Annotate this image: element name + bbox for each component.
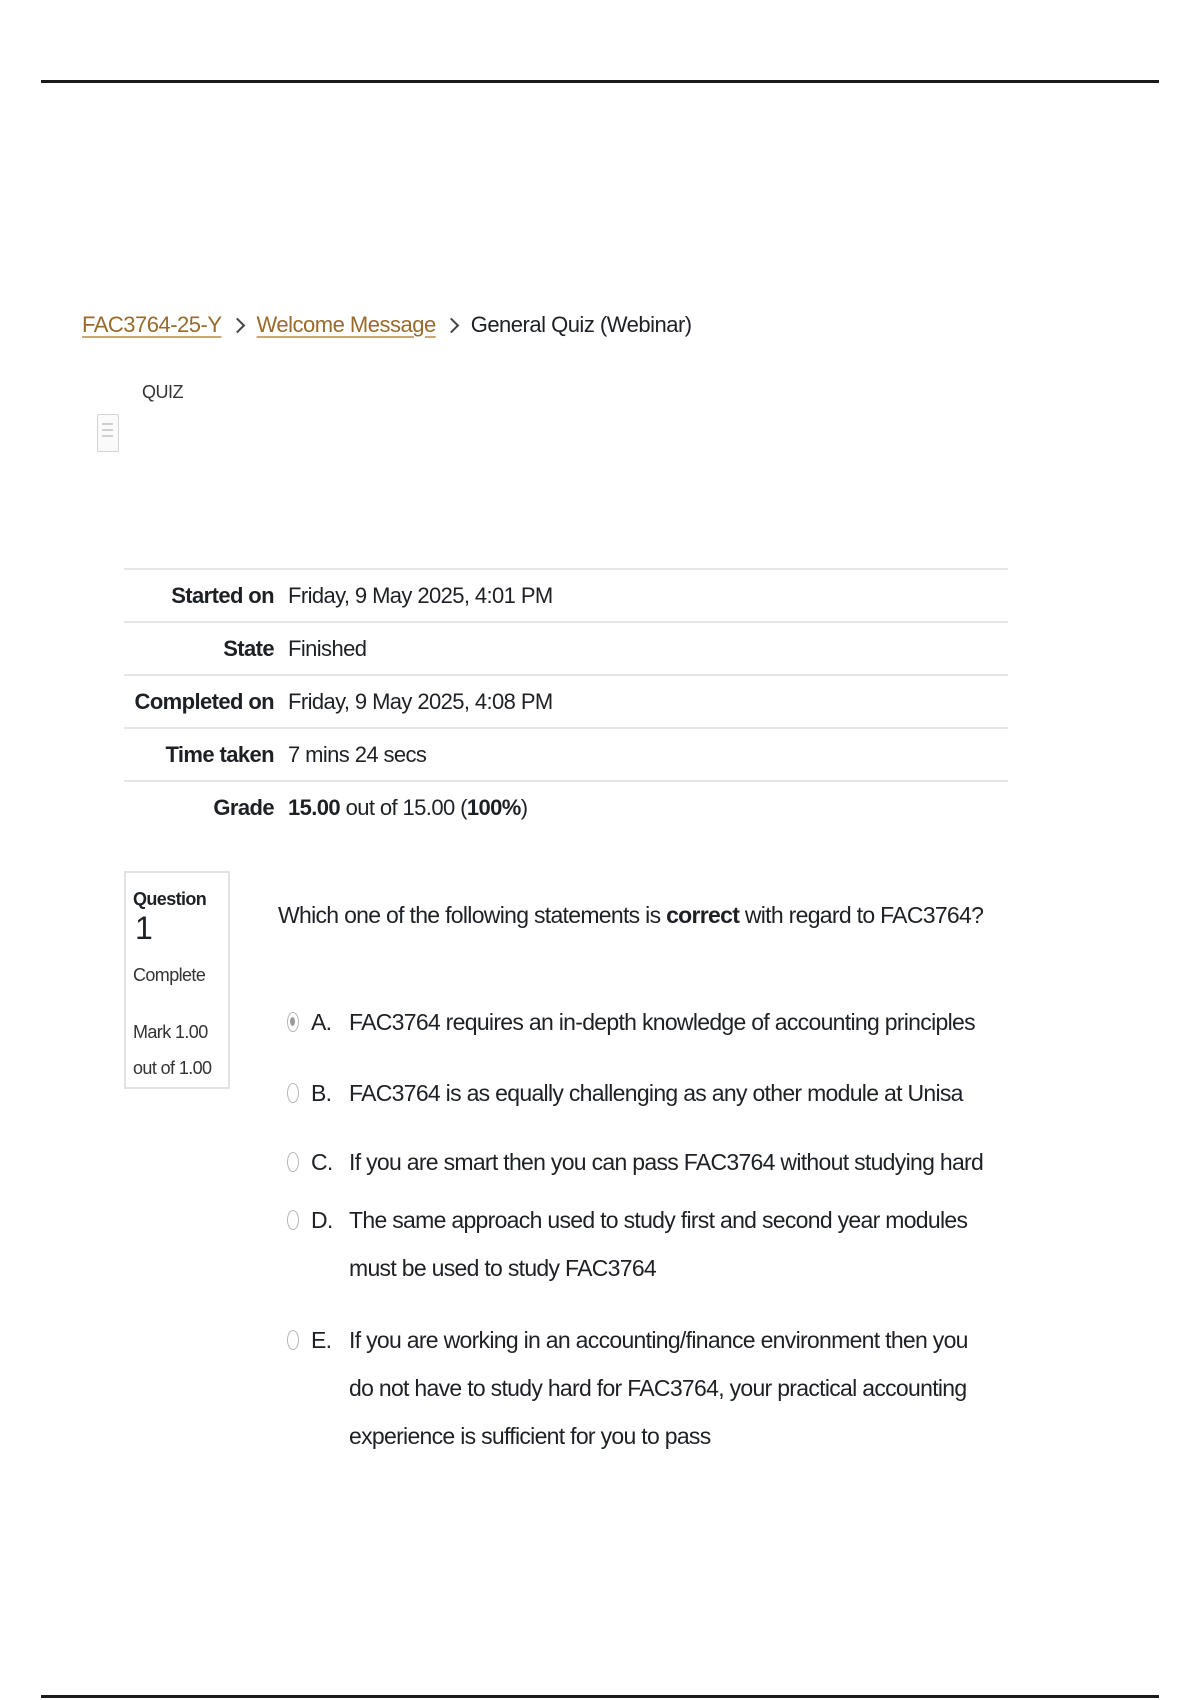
- summary-label: Grade: [213, 794, 274, 820]
- grade-close: ): [520, 794, 528, 820]
- quiz-attempt-summary: [124, 568, 1008, 833]
- grade-score: 15.00: [288, 794, 341, 820]
- summary-label: Time taken: [165, 741, 274, 767]
- question-text: [278, 902, 983, 929]
- answer-option-c[interactable]: [287, 1138, 989, 1186]
- question-text-start: Which one of the following statements is: [278, 902, 667, 928]
- answer-text: FAC3764 is as equally challenging as any other module at Unisa: [349, 1080, 963, 1106]
- answer-option-d[interactable]: [287, 1196, 989, 1292]
- answer-text: If you are working in an accounting/finance environment then you do not have to study hard for FAC3764, your practical accounting experience is sufficient for you to pass: [349, 1327, 968, 1449]
- grade-out-of: out of 15.00 (: [340, 794, 467, 820]
- answer-letter: A.: [311, 1009, 332, 1035]
- summary-value: 7 mins 24 secs: [288, 741, 427, 767]
- answer-letter: B.: [311, 1080, 332, 1106]
- question-label: Question: [133, 889, 207, 909]
- radio-button[interactable]: [287, 1330, 299, 1350]
- answer-option-e[interactable]: [287, 1316, 989, 1460]
- answer-letter: E.: [311, 1327, 332, 1353]
- answer-option-b[interactable]: [287, 1069, 989, 1117]
- question-number: [133, 889, 228, 947]
- top-divider: [41, 80, 1159, 83]
- answer-letter: C.: [311, 1149, 333, 1175]
- radio-button[interactable]: [287, 1152, 299, 1172]
- answer-option-a[interactable]: [287, 998, 989, 1046]
- chevron-right-icon: [443, 317, 459, 333]
- radio-button[interactable]: [287, 1012, 299, 1032]
- activity-type-label: QUIZ: [142, 382, 183, 402]
- question-text-end: with regard to FAC3764?: [739, 902, 984, 928]
- answer-text: FAC3764 requires an in-depth knowledge of accounting principles: [349, 1009, 975, 1035]
- breadcrumb-section-link[interactable]: Welcome Message: [256, 312, 436, 337]
- radio-button[interactable]: [287, 1083, 299, 1103]
- quiz-document-icon: [97, 414, 119, 452]
- summary-row-state: [124, 622, 1008, 675]
- answer-text: If you are smart then you can pass FAC3764 without studying hard: [349, 1149, 984, 1175]
- answer-text: The same approach used to study first and second year modules must be used to study FAC3764: [349, 1207, 968, 1281]
- grade-value: [288, 781, 1008, 833]
- question-mark: Mark 1.00 out of 1.00: [133, 1022, 212, 1078]
- radio-button[interactable]: [287, 1210, 299, 1230]
- grade-percent: 100%: [466, 794, 521, 820]
- summary-row-completed: [124, 675, 1008, 728]
- question-info-box: [124, 871, 230, 1089]
- summary-value: Finished: [288, 635, 367, 661]
- summary-row-time-taken: [124, 728, 1008, 781]
- breadcrumb-course-link[interactable]: FAC3764-25-Y: [82, 312, 222, 337]
- summary-row-grade: [124, 781, 1008, 833]
- summary-value: Friday, 9 May 2025, 4:08 PM: [288, 688, 553, 714]
- question-text-emphasis: correct: [666, 902, 740, 928]
- question-state: Complete: [133, 965, 206, 985]
- breadcrumb-current-page: General Quiz (Webinar): [470, 312, 692, 337]
- answer-letter: D.: [311, 1207, 333, 1233]
- breadcrumb: [82, 312, 692, 338]
- summary-label: State: [223, 635, 274, 661]
- chevron-right-icon: [229, 317, 245, 333]
- summary-label: Started on: [171, 582, 274, 608]
- summary-row-started: [124, 569, 1008, 622]
- bottom-divider: [41, 1695, 1159, 1698]
- summary-label: Completed on: [134, 688, 274, 714]
- summary-value: Friday, 9 May 2025, 4:01 PM: [288, 582, 553, 608]
- question-number-value: 1: [135, 910, 153, 946]
